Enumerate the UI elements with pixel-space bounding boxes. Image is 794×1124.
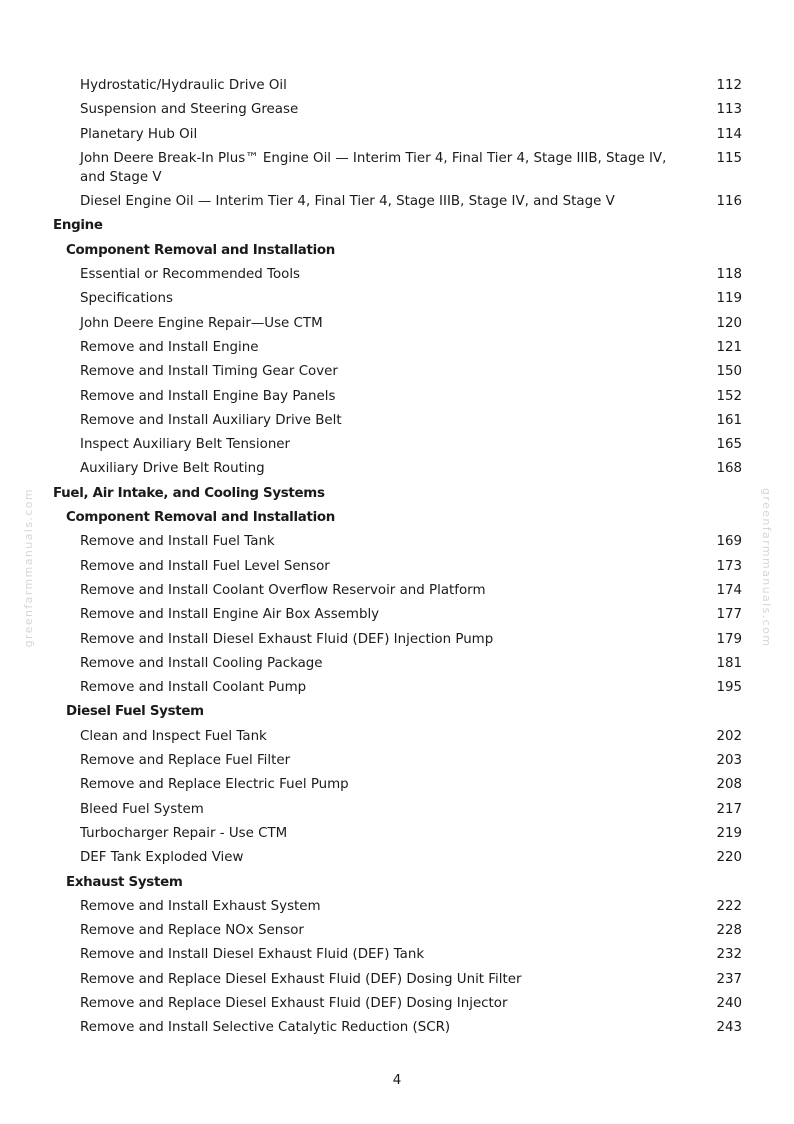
toc-entry-page-number: 240 [716, 995, 742, 1011]
toc-entry-page-number: 152 [716, 388, 742, 404]
toc-entry-title: Hydrostatic/Hydraulic Drive Oil [80, 78, 287, 93]
toc-entry-title: Inspect Auxiliary Belt Tensioner [80, 437, 291, 453]
toc-entry-title: Engine [53, 218, 103, 234]
toc-entry-title: Specifications [80, 291, 173, 307]
toc-entry-page-number: 118 [716, 267, 742, 283]
toc-entry-title: Component Removal and Installation [66, 242, 336, 258]
toc-entry-page-number: 165 [716, 437, 742, 453]
toc-entry[interactable] [0, 800, 794, 819]
toc-subsection-heading [0, 702, 794, 721]
toc-entry-title: Diesel Engine Oil — Interim Tier 4, Final Tier 4, Stage IIIB, Stage IV, and Stage V [80, 194, 615, 210]
toc-entry-page-number: 243 [716, 1020, 742, 1036]
toc-subsection-heading [0, 508, 794, 527]
toc-entry-title: John Deere Break-In Plus™ Engine Oil — Interim Tier 4, Final Tier 4, Stage IIIB, Stage IV, and Stage V [80, 150, 667, 185]
toc-entry[interactable] [0, 362, 794, 381]
toc-entry-page-number: 150 [716, 364, 742, 380]
toc-entry[interactable] [0, 654, 794, 673]
toc-entry-page-number: 222 [716, 898, 742, 914]
toc-entry-page-number: 119 [716, 291, 742, 307]
toc-entry[interactable] [0, 848, 794, 867]
toc-entry-page-number: 203 [716, 753, 742, 769]
toc-entry[interactable] [0, 149, 794, 187]
toc-entry[interactable] [0, 76, 794, 95]
toc-entry[interactable] [0, 557, 794, 576]
toc-entry-title: Suspension and Steering Grease [80, 102, 299, 118]
toc-entry[interactable] [0, 192, 794, 211]
toc-entry-page-number: 168 [716, 461, 742, 477]
toc-entry-title: Remove and Install Cooling Package [80, 655, 323, 671]
toc-entry-page-number: 202 [716, 728, 742, 744]
toc-section-heading [0, 484, 794, 503]
table-of-contents [0, 76, 794, 1043]
toc-entry[interactable] [0, 727, 794, 746]
toc-entry-page-number: 113 [716, 102, 742, 118]
toc-entry-page-number: 115 [716, 150, 742, 166]
toc-entry[interactable] [0, 994, 794, 1013]
toc-entry-title: Remove and Install Engine [80, 339, 259, 355]
toc-entry-title: Remove and Replace Electric Fuel Pump [80, 777, 349, 793]
toc-entry[interactable] [0, 897, 794, 916]
toc-entry-page-number: 237 [716, 971, 742, 987]
toc-entry-page-number: 114 [716, 126, 742, 142]
toc-entry[interactable] [0, 459, 794, 478]
toc-entry[interactable] [0, 605, 794, 624]
toc-subsection-heading [0, 873, 794, 892]
toc-entry[interactable] [0, 411, 794, 430]
toc-entry-page-number: 173 [716, 558, 742, 574]
toc-entry-title: Remove and Install Selective Catalytic Reduction (SCR) [80, 1020, 451, 1036]
toc-entry-title: Essential or Recommended Tools [80, 267, 301, 283]
toc-subsection-heading [0, 241, 794, 260]
toc-entry-page-number: 169 [716, 534, 742, 550]
toc-entry-title: Clean and Inspect Fuel Tank [80, 728, 267, 744]
toc-entry-title: Auxiliary Drive Belt Routing [80, 461, 265, 477]
watermark-left: greenfarmmanuals.com [22, 488, 35, 648]
toc-entry-title: John Deere Engine Repair—Use CTM [80, 315, 323, 331]
toc-entry-page-number: 219 [716, 825, 742, 841]
toc-entry[interactable] [0, 125, 794, 144]
toc-entry-title: Component Removal and Installation [66, 510, 336, 526]
toc-entry[interactable] [0, 1018, 794, 1037]
toc-entry-title: Remove and Install Coolant Pump [80, 680, 307, 696]
toc-entry-title: Remove and Install Engine Air Box Assembly [80, 607, 380, 623]
toc-entry-page-number: 228 [716, 923, 742, 939]
toc-entry-title: Remove and Install Fuel Tank [80, 534, 275, 550]
toc-entry-title: Diesel Fuel System [66, 704, 204, 720]
toc-entry-title: Planetary Hub Oil [80, 126, 198, 142]
toc-entry-page-number: 161 [716, 412, 742, 428]
toc-entry-title: Remove and Install Auxiliary Drive Belt [80, 412, 342, 428]
toc-entry-page-number: 208 [716, 777, 742, 793]
toc-entry[interactable] [0, 289, 794, 308]
toc-entry[interactable] [0, 751, 794, 770]
toc-entry-page-number: 112 [716, 78, 742, 93]
toc-entry[interactable] [0, 435, 794, 454]
toc-entry-page-number: 174 [716, 582, 742, 598]
toc-entry-title: Remove and Install Fuel Level Sensor [80, 558, 330, 574]
toc-entry[interactable] [0, 100, 794, 119]
toc-entry-title: Remove and Install Coolant Overflow Reservoir and Platform [80, 582, 486, 598]
toc-entry-title: Remove and Replace NOx Sensor [80, 923, 304, 939]
page-number: 4 [392, 1073, 402, 1088]
toc-entry-title: Remove and Install Diesel Exhaust Fluid (DEF) Injection Pump [80, 631, 494, 647]
toc-entry-page-number: 232 [716, 947, 742, 963]
toc-entry-title: Remove and Replace Diesel Exhaust Fluid (DEF) Dosing Injector [80, 995, 508, 1011]
toc-entry-title: Remove and Replace Diesel Exhaust Fluid (DEF) Dosing Unit Filter [80, 971, 522, 987]
toc-section-heading [0, 216, 794, 235]
toc-entry[interactable] [0, 921, 794, 940]
toc-entry[interactable] [0, 314, 794, 333]
toc-entry-title: Exhaust System [66, 874, 183, 890]
toc-entry-page-number: 217 [716, 801, 742, 817]
toc-entry[interactable] [0, 824, 794, 843]
toc-entry[interactable] [0, 678, 794, 697]
watermark-right: greenfarmmanuals.com [760, 488, 773, 648]
toc-entry-page-number: 116 [716, 194, 742, 210]
toc-entry[interactable] [0, 775, 794, 794]
toc-entry-title: Bleed Fuel System [80, 801, 204, 817]
toc-entry[interactable] [0, 387, 794, 406]
toc-entry-page-number: 195 [716, 680, 742, 696]
toc-entry[interactable] [0, 581, 794, 600]
toc-entry[interactable] [0, 338, 794, 357]
toc-entry[interactable] [0, 630, 794, 649]
toc-entry[interactable] [0, 532, 794, 551]
toc-entry-page-number: 181 [716, 655, 742, 671]
toc-entry[interactable] [0, 265, 794, 284]
toc-entry-page-number: 220 [716, 850, 742, 866]
toc-entry[interactable] [0, 945, 794, 964]
toc-entry-title: Remove and Install Diesel Exhaust Fluid (DEF) Tank [80, 947, 425, 963]
toc-entry-title: Fuel, Air Intake, and Cooling Systems [53, 485, 325, 501]
toc-entry[interactable] [0, 970, 794, 989]
toc-entry-title: Remove and Install Timing Gear Cover [80, 364, 338, 380]
toc-entry-page-number: 121 [716, 339, 742, 355]
toc-entry-title: Remove and Install Exhaust System [80, 898, 321, 914]
toc-entry-page-number: 120 [716, 315, 742, 331]
toc-entry-title: Turbocharger Repair - Use CTM [80, 825, 288, 841]
toc-entry-page-number: 179 [716, 631, 742, 647]
toc-entry-title: Remove and Replace Fuel Filter [80, 753, 291, 769]
toc-entry-title: DEF Tank Exploded View [80, 850, 244, 866]
toc-entry-page-number: 177 [716, 607, 742, 623]
toc-entry-title: Remove and Install Engine Bay Panels [80, 388, 336, 404]
